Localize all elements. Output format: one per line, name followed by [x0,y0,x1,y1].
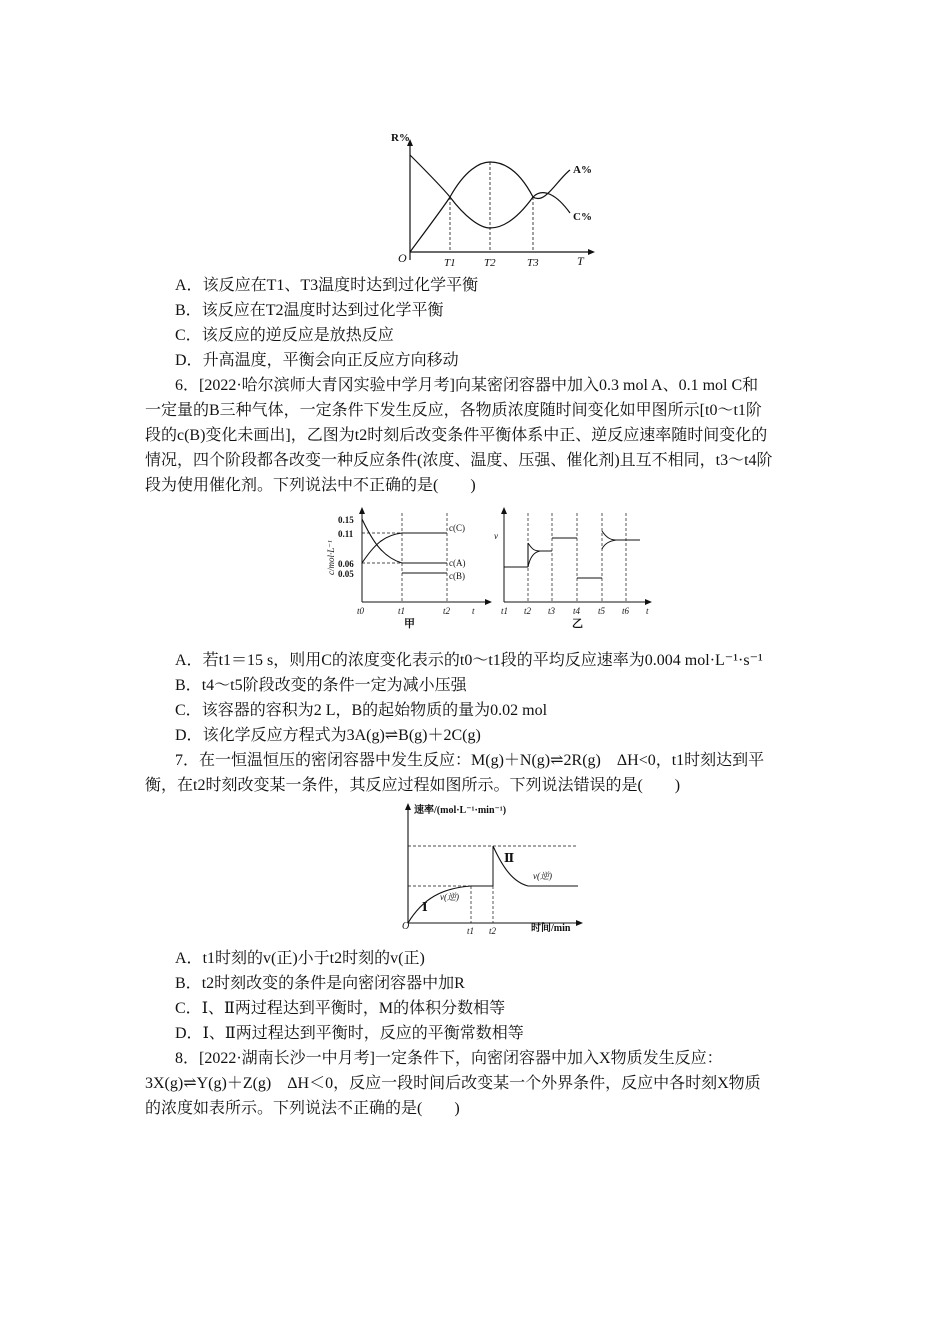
q6-option-b: B．t4～t5阶段改变的条件一定为减小压强 [175,677,467,694]
y-axis-label: 速率/(mol·L⁻¹·min⁻¹) [414,805,507,816]
x-axis-arrow [576,920,583,926]
q8-line-3: 的浓度如表所示。下列说法不正确的是( ) [145,1100,460,1117]
q6-option-d: D．该化学反应方程式为3A(g)⇌B(g)＋2C(g) [175,727,481,744]
y-tick-011: 0.11 [338,529,354,539]
y-axis-arrow [405,803,411,810]
series-c-a [362,519,447,563]
x-tick-t2: t2 [443,606,451,616]
label-v-reverse-2: v(逆) [533,871,552,881]
q5-option-b: B．该反应在T2温度时达到过化学平衡 [175,302,444,319]
rate-forward-5 [602,531,640,540]
y-axis-label: c/mol·L⁻¹ [326,540,336,575]
x-tick-t1: t1 [398,606,406,616]
tick-t2: T2 [484,257,496,269]
figure-r-percent-vs-t [385,125,600,270]
x-axis-label: T [577,254,584,268]
x-tick-t: t [646,606,649,616]
caption-jia: 甲 [404,618,415,630]
figure-rate-time [388,798,588,938]
x-axis-label: 时间/min [531,923,571,934]
label-cb: c(B) [449,571,465,581]
q6-option-a: A．若t1＝15 s，则用C的浓度变化表示的t0～t1段的平均反应速率为0.004 mol·L⁻¹·s⁻¹ [175,652,763,669]
q5-option-a: A．该反应在T1、T3温度时达到过化学平衡 [175,277,479,294]
label-cc: c(C) [449,523,465,533]
label-ca: c(A) [449,558,466,568]
x-tick-t1: t1 [501,606,509,616]
tick-t3: T3 [527,257,539,269]
q5-option-c: C．该反应的逆反应是放热反应 [175,327,394,344]
q7-line-1: 7．在一恒温恒压的密闭容器中发生反应：M(g)＋N(g)⇌2R(g) ΔH<0，t1时刻达到平 [175,752,765,769]
x-axis-arrow [645,599,652,605]
q7-line-2: 衡，在t2时刻改变某一条件，其反应过程如图所示。下列说法错误的是( ) [145,777,681,794]
y-tick-005: 0.05 [338,569,354,579]
curve-c-label: C% [573,211,592,223]
x-tick-t2: t2 [489,926,497,936]
q6-line-1: 6．[2022·哈尔滨师大青冈实验中学月考]向某密闭容器中加入0.3 mol A、0.1 mol C和 [175,377,759,394]
q7-option-d: D．Ⅰ、Ⅱ两过程达到平衡时，反应的平衡常数相等 [175,1025,524,1042]
figure-jia [322,505,494,630]
q7-option-c: C．Ⅰ、Ⅱ两过程达到平衡时，M的体积分数相等 [175,1000,506,1017]
x-tick-t6: t6 [622,606,630,616]
q6-line-5: 段为使用催化剂。下列说法中不正确的是( ) [145,477,476,494]
figure-yi [492,505,657,630]
q7-option-b: B．t2时刻改变的条件是向密闭容器中加R [175,975,465,992]
x-tick-t2: t2 [524,606,532,616]
q8-line-2: 3X(g)⇌Y(g)＋Z(g) ΔH＜0，反应一段时间后改变某一个外界条件，反应中各时刻X物质 [145,1075,761,1092]
x-axis-arrow [485,599,492,605]
caption-yi: 乙 [572,618,583,630]
y-axis-arrow [501,507,507,514]
q7-option-a: A．t1时刻的v(正)小于t2时刻的v(正) [175,950,425,967]
origin-label: O [402,921,410,932]
x-tick-t: t [472,606,475,616]
x-axis-arrow [588,249,595,255]
x-tick-t1: t1 [467,926,475,936]
q8-source: [2022·湖南长沙一中月考] [199,1050,376,1067]
rate-forward-2 [528,543,552,551]
curve-a-label: A% [573,164,592,176]
q6-source: [2022·哈尔滨师大青冈实验中学月考] [199,377,456,394]
rate-reverse-5 [602,540,616,549]
y-axis-label: v [494,531,498,541]
y-tick-006: 0.06 [338,559,354,569]
origin-label: O [398,251,407,265]
x-tick-t5: t5 [598,606,606,616]
region-ii: Ⅱ [504,851,515,865]
x-tick-t0: t0 [357,606,365,616]
region-i: Ⅰ [422,900,428,914]
rate-reverse-2 [528,551,540,567]
label-v-reverse-1: v(逆) [440,892,459,902]
x-tick-t3: t3 [548,606,556,616]
tick-t1: T1 [444,257,456,269]
q8-line-1: 8．[2022·湖南长沙一中月考]一定条件下，向密闭容器中加入X物质发生反应： [175,1050,723,1067]
y-tick-015: 0.15 [338,515,354,525]
q6-option-c: C．该容器的容积为2 L，B的起始物质的量为0.02 mol [175,702,548,719]
series-c-c [362,533,447,563]
x-tick-t4: t4 [573,606,581,616]
q6-line-4: 情况，四个阶段都各改变一种反应条件(浓度、温度、压强、催化剂)且互不相同，t3～t4阶 [145,452,773,469]
y-axis-arrow [359,507,365,514]
q6-line-3: 段的c(B)变化未画出]，乙图为t2时刻后改变条件平衡体系中正、逆反应速率随时间变化的 [145,427,768,444]
y-axis-label: R% [391,132,410,144]
q6-line-2: 一定量的B三种气体，一定条件下发生反应，各物质浓度随时间变化如甲图所示[t0～t1阶 [145,402,762,419]
q5-option-d: D．升高温度，平衡会向正反应方向移动 [175,352,459,369]
